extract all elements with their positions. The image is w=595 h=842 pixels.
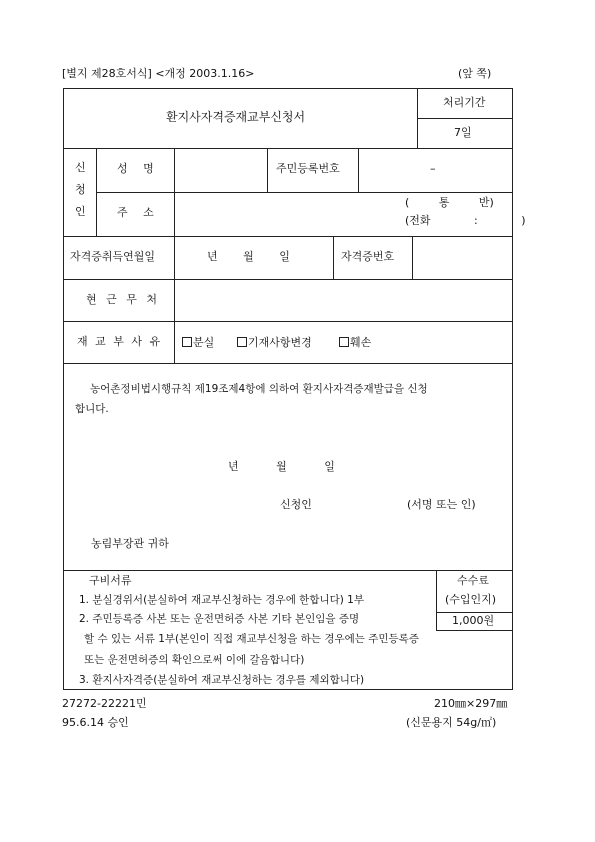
paper-type: (신문용지 54g/㎡): [406, 716, 497, 729]
approval-date: 95.6.14 승인: [62, 716, 129, 729]
rrn-label: 주민등록번호: [276, 162, 340, 175]
statement-text: 농어촌정비법시행규칙 제19조제4항에 의하여 환지사자격증재발급을 신청: [90, 383, 428, 395]
workplace-label: 현 근 무 처: [86, 293, 160, 306]
form-number: [별지 제28호서식] <개정 2003.1.16>: [62, 67, 255, 80]
processing-period-label: 처리기간: [443, 96, 486, 109]
applicant-sign-label: 신청인: [280, 498, 312, 511]
license-date-label: 자격증취득연월일: [70, 250, 156, 263]
reason-option-damaged[interactable]: 훼손: [339, 336, 399, 349]
document-item: 1. 분실경위서(분실하여 재교부신청하는 경우에 한합니다) 1부: [79, 594, 365, 606]
statement-date[interactable]: 년 월 일: [228, 460, 335, 473]
rrn-field[interactable]: –: [430, 162, 436, 175]
processing-period-value: 7일: [454, 126, 472, 139]
checkbox-icon[interactable]: [182, 337, 192, 347]
address-label: 주 소: [117, 206, 160, 219]
document-item: 3. 환지사자격증(분실하여 재교부신청하는 경우를 제외합니다): [79, 674, 365, 686]
reason-label: 재 교 부 사 유: [77, 335, 163, 348]
fee-sublabel: (수입인지): [445, 593, 497, 606]
address-phone[interactable]: (전화 : ): [405, 214, 526, 227]
addressee: 농림부장관 귀하: [91, 537, 169, 550]
form-code: 27272-22221민: [62, 697, 147, 710]
fee-label: 수수료: [457, 574, 489, 587]
applicant-group-label: 인: [75, 205, 86, 218]
form-title: 환지사자격증재교부신청서: [166, 110, 306, 124]
checkbox-icon[interactable]: [237, 337, 247, 347]
reason-option-info-change[interactable]: 기재사항변경: [237, 336, 337, 349]
license-number-label: 자격증번호: [341, 250, 395, 263]
document-item: 2. 주민등록증 사본 또는 운전면허증 사본 기타 본인임을 증명: [79, 613, 360, 625]
statement-text: 합니다.: [75, 403, 109, 415]
document-item: 또는 운전면허증의 확인으로써 이에 갈음합니다): [84, 654, 305, 666]
applicant-group-label: 청: [75, 183, 86, 196]
document-item: 할 수 있는 서류 1부(본인이 직접 재교부신청을 하는 경우에는 주민등록증: [84, 633, 419, 645]
license-date-field[interactable]: 년 월 일: [207, 250, 290, 263]
applicant-group-label: 신: [75, 161, 86, 174]
signature-placeholder[interactable]: (서명 또는 인): [407, 498, 476, 511]
fee-amount: 1,000원: [452, 614, 495, 627]
documents-title: 구비서류: [89, 574, 132, 587]
name-label: 성 명: [117, 162, 160, 175]
reason-option-lost[interactable]: 분실: [182, 336, 242, 349]
address-tong-ban: ( 통 반): [405, 196, 494, 209]
checkbox-icon[interactable]: [339, 337, 349, 347]
paper-size: 210㎜×297㎜: [434, 697, 508, 710]
page-side-label: (앞 쪽): [458, 67, 492, 80]
